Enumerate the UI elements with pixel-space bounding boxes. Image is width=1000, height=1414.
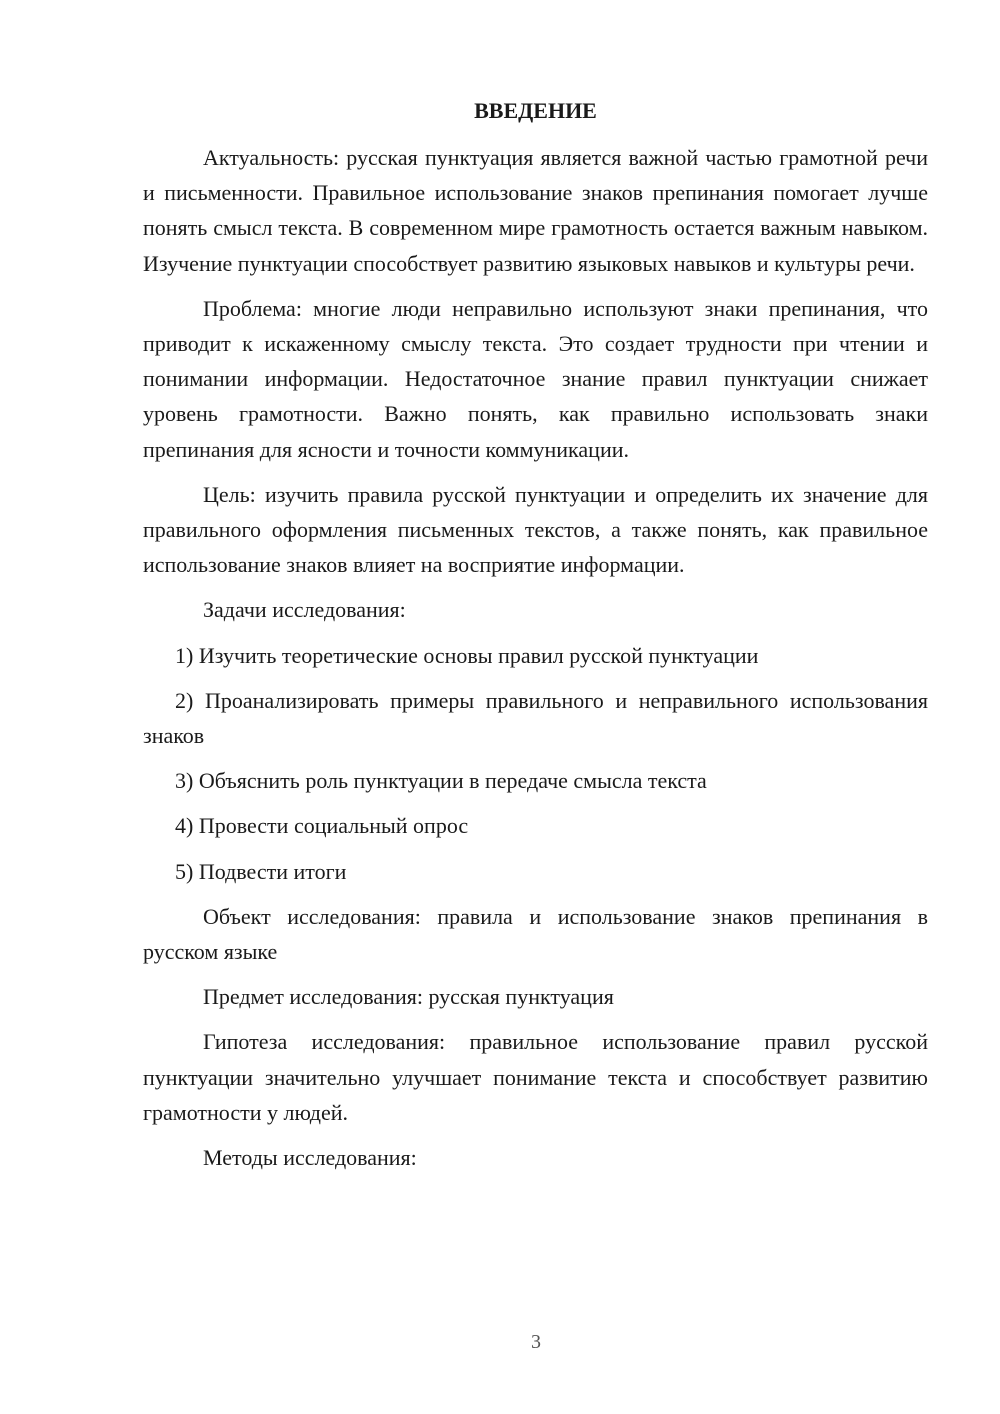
paragraph-relevance: Актуальность: русская пунктуация является важной частью грамотной речи и письменности. Правильное использование знаков препинания помогает лучше понять смысл текста. В современном мире грамотность остается важным навыком. Изучение пунктуации способствует развитию языковых навыков и культуры речи. [143,145,928,276]
task-item: 4) Провести социальный опрос [175,813,469,839]
paragraph-problem: Проблема: многие люди неправильно используют знаки препинания, что приводит к искаженному смыслу текста. Это создает трудности при чтении и понимании информации. Недостаточное знание правил пунктуации снижает уровень грамотности. Важно понять, как правильно использовать знаки препинания для ясности и точности коммуникации. [143,295,928,462]
task-item: 1) Изучить теоретические основы правил русской пунктуации [175,642,759,668]
paragraph-goal: Цель: изучить правила русской пунктуации и определить их значение для правильного оформления письменных текстов, а также понять, как правильное использование знаков влияет на восприятие информации. [143,481,928,578]
paragraph-object: Объект исследования: правила и использование знаков препинания в русском языке [143,903,928,965]
paragraph-hypothesis: Гипотеза исследования: правильное использование правил русской пунктуации значительно улучшает понимание текста и способствует развитию грамотности у людей. [143,1029,928,1125]
paragraph-methods: Методы исследования: [203,1145,417,1171]
section-title: ВВЕДЕНИЕ [474,98,597,123]
task-item: 2) Проанализировать примеры правильного и неправильного использования знаков [143,687,928,749]
task-item: 5) Подвести итоги [175,858,347,884]
page-number: 3 [531,1331,541,1353]
paragraph-subject: Предмет исследования: русская пунктуация [203,984,614,1010]
task-item: 3) Объяснить роль пунктуации в передаче смысла текста [175,768,707,794]
tasks-heading: Задачи исследования: [203,597,406,623]
page-content [143,95,928,1185]
